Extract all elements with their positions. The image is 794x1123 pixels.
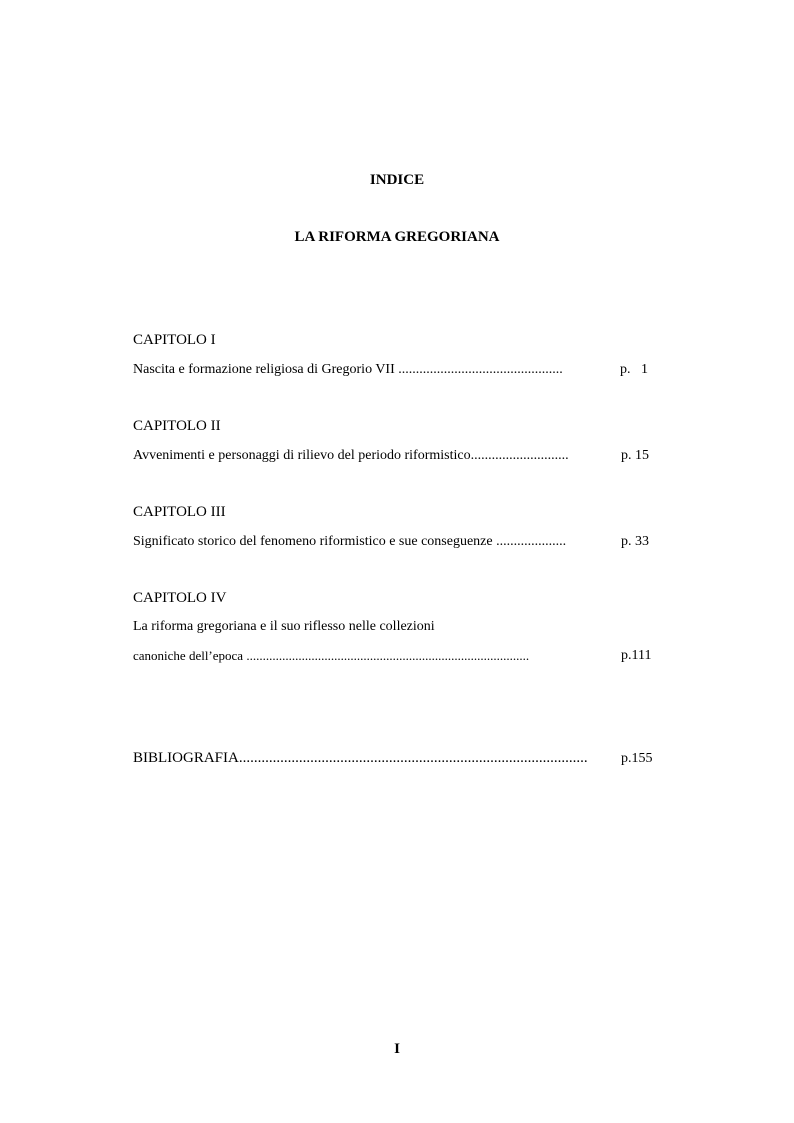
toc-leader-dots: ............................ xyxy=(470,448,569,463)
toc-page-ref-2: p. 15 xyxy=(621,448,649,463)
toc-entry-bibliography[interactable] xyxy=(133,750,621,767)
toc-entry-2[interactable] xyxy=(133,448,621,464)
toc-page-ref-bibliography: p.155 xyxy=(621,751,653,766)
toc-leader-dots: ............................................... xyxy=(398,362,563,377)
chapter-heading-1: CAPITOLO I xyxy=(133,332,216,348)
page-title: INDICE xyxy=(369,172,425,188)
toc-entry-title: Avvenimenti e personaggi di rilievo del periodo riformistico xyxy=(133,448,471,463)
page-number: I xyxy=(394,1041,400,1057)
toc-entry-title: canoniche dell’epoca xyxy=(133,648,247,663)
page-subtitle: LA RIFORMA GREGORIANA xyxy=(294,229,500,245)
toc-leader-dots: ....................................................................................... xyxy=(246,648,530,663)
toc-leader-dots: .................... xyxy=(496,534,567,549)
toc-entry-3[interactable] xyxy=(133,534,621,550)
toc-leader-dots: ............................................................................................. xyxy=(238,750,588,766)
toc-page-ref-1: p. 1 xyxy=(620,362,648,377)
toc-entry-title: BIBLIOGRAFIA xyxy=(133,750,239,766)
toc-page-ref-3: p. 33 xyxy=(621,534,649,549)
toc-entry-4-line1[interactable]: La riforma gregoriana e il suo riflesso nelle collezioni xyxy=(133,619,435,634)
toc-entry-1[interactable] xyxy=(133,362,658,378)
chapter-heading-4: CAPITOLO IV xyxy=(133,590,227,606)
toc-entry-title: Significato storico del fenomeno riformistico e sue conseguenze xyxy=(133,534,497,549)
toc-entry-title: Nascita e formazione religiosa di Gregorio VII xyxy=(133,362,399,377)
chapter-heading-2: CAPITOLO II xyxy=(133,418,221,434)
toc-page-ref-4: p.111 xyxy=(621,648,652,663)
toc-entry-4-line2[interactable] xyxy=(133,648,621,664)
chapter-heading-3: CAPITOLO III xyxy=(133,504,226,520)
